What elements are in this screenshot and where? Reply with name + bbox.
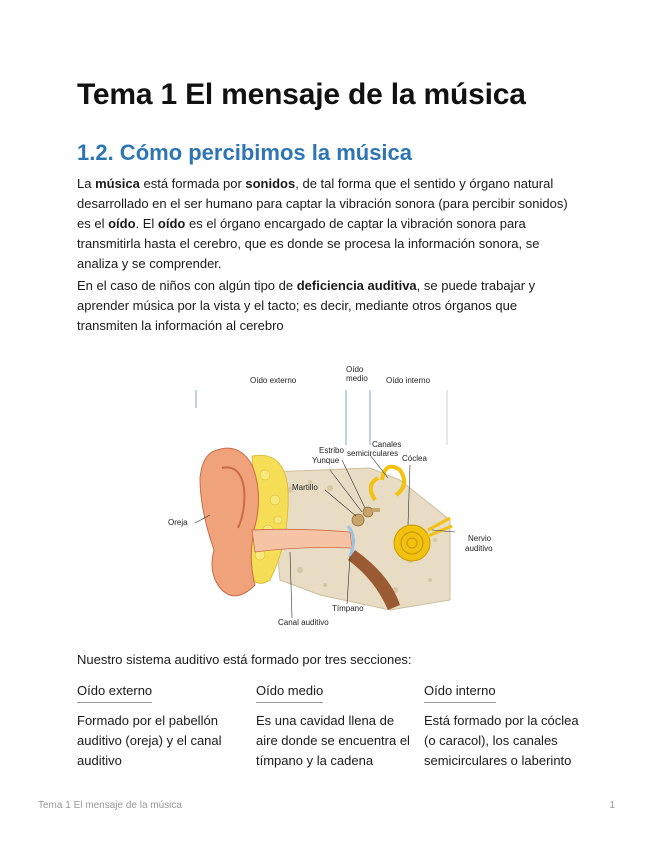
column-body: Es una cavidad llena de aire donde se encuentra el tímpano y la cadena (256, 713, 410, 768)
paragraph-deficiency: En el caso de niños con algún tipo de deficiencia auditiva, se puede trabajar y aprender música por la vista y el tacto; es decir, mediante otros órganos que transmiten la información al cerebro (77, 278, 536, 333)
label-oreja: Oreja (168, 518, 188, 527)
label-oido-interno: Oído interno (386, 376, 431, 385)
page-title: Tema 1 El mensaje de la música (77, 78, 526, 111)
column-oido-interno (424, 681, 584, 771)
paragraph-intro: La música está formada por sonidos, de tal forma que el sentido y órgano natural desarrollado en el ser humano para captar la vibración sonora (para percibir sonidos) es el oído. El oído es el órgano encargado de captar la vibración sonora para transmitirla hasta el cerebro, que es donde se procesa la información sonora, se analiza y se comprender. (77, 176, 568, 271)
footer-title: Tema 1 El mensaje de la música (38, 800, 182, 811)
column-oido-medio (256, 681, 411, 771)
label-martillo: Martillo (292, 483, 318, 492)
label-estribo: Estribo (319, 446, 344, 455)
column-heading: Oído interno (424, 681, 496, 703)
paragraph-sections-intro: Nuestro sistema auditivo está formado por tres secciones: (77, 652, 412, 667)
label-canales-1: Canales (372, 440, 402, 449)
column-heading: Oído externo (77, 681, 152, 703)
label-canales-2: semicirculares (347, 449, 399, 458)
label-timpano: Tímpano (332, 604, 364, 613)
label-oido-medio-1: Oído (346, 365, 364, 374)
label-coclea: Cóclea (402, 454, 427, 463)
column-body: Está formado por la cóclea (o caracol), los canales semicirculares o laberinto (424, 713, 579, 768)
label-oido-medio-2: medio (346, 374, 368, 383)
column-heading: Oído medio (256, 681, 323, 703)
ear-anatomy-diagram (160, 360, 510, 635)
label-nervio-1: Nervio (468, 534, 492, 543)
column-body: Formado por el pabellón auditivo (oreja) y el canal auditivo (77, 713, 222, 768)
label-canal-auditivo: Canal auditivo (278, 618, 329, 627)
label-oido-externo: Oído externo (250, 376, 297, 385)
page-number: 1 (609, 800, 615, 811)
section-heading: 1.2. Cómo percibimos la música (77, 140, 413, 165)
label-yunque: Yunque (312, 456, 340, 465)
label-nervio-2: auditivo (465, 544, 493, 553)
column-oido-externo (77, 681, 242, 771)
